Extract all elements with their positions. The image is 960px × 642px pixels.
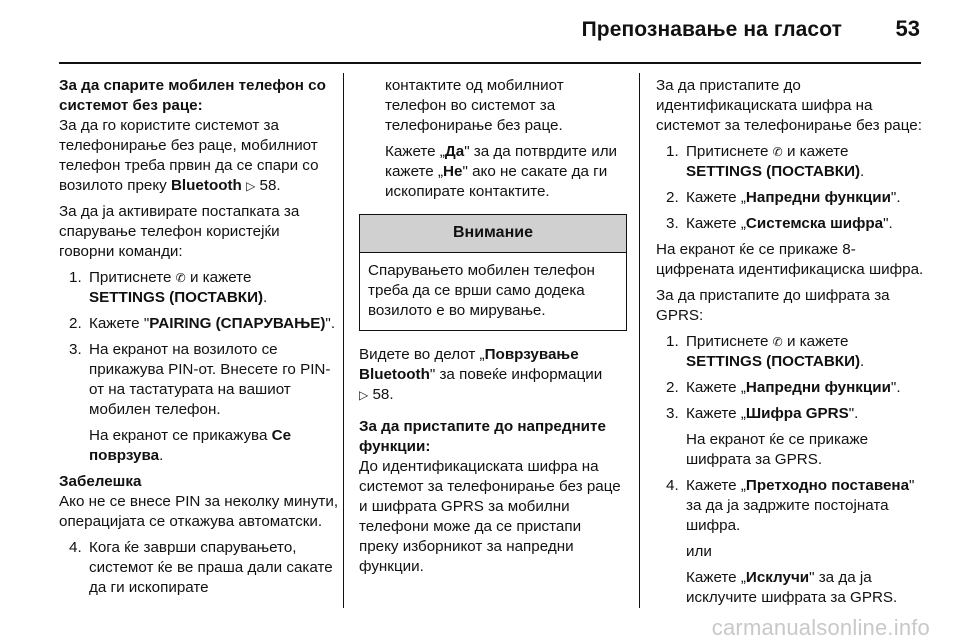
warning-box <box>359 214 627 331</box>
page-reference-arrow-icon: ▷ <box>246 179 256 193</box>
list-item: 3. На екранот на возилото се прикажува PIN-от. Внесете го PIN-от на тастатурата на вашиот мобилен телефон. <box>69 341 331 418</box>
list-item: 4. Кажете „Претходно поставена" за да ја задржите постојната шифра. или Кажете „Исклучи" за да ја исклучите шифрата за GPRS. <box>656 476 926 608</box>
list-item: 4. Кога ќе заврши спарувањето, системот ќе ве праша дали сакате да ги ископирате <box>69 539 333 596</box>
page-title: Препознавање на гласот <box>581 18 842 41</box>
paragraph-pairing-intro <box>59 116 339 196</box>
text: За да го користите системот за телефонирање без раце, мобилниот телефон треба првин да се спари со возилото преку <box>59 117 319 194</box>
phone-voice-icon: ✆ <box>772 145 783 159</box>
system-code-result: На екранот ќе се прикаже 8-цифрената идентификациска шифра. <box>656 241 924 278</box>
list-item: 2. Кажете „Напредни функции". <box>666 189 901 206</box>
phone-voice-icon: ✆ <box>772 335 783 349</box>
warning-title: Внимание <box>360 215 626 253</box>
command-pairing: PAIRING (СПАРУВАЊЕ) <box>149 315 326 332</box>
list-item: 1. Притиснете ✆ и кажете SETTINGS (ПОСТАВКИ). <box>666 333 865 370</box>
column-divider-2 <box>639 73 640 608</box>
list-item: 3. Кажете „Шифра GPRS". На екранот ќе се прикаже шифрата за GPRS. <box>656 404 926 470</box>
paragraph-advanced: До идентификациската шифра на системот за телефонирање без раце и шифрата GPRS за мобилни телефони може да се пристапи преку изборникот за напредни функции. <box>359 458 621 575</box>
list-item: 1. Притиснете ✆ и кажете SETTINGS (ПОСТАВКИ). <box>666 143 865 180</box>
list-item: 2. Кажете "PAIRING (СПАРУВАЊЕ)". <box>69 315 336 332</box>
watermark: carmanualsonline.info <box>711 615 930 640</box>
list-item: 2. Кажете „Напредни функции". <box>666 379 901 396</box>
page-reference: 58. <box>255 177 281 194</box>
paragraph-system-code-intro: За да пристапите до идентификациската шифра на системот за телефонирање без раце: <box>656 77 922 134</box>
page-number: 53 <box>895 16 920 41</box>
or-text: или <box>686 543 712 560</box>
step4-instruction: Кажете „Да" за да потврдите или кажете „Не" ако не сакате да ги ископирате контактите. <box>385 143 618 200</box>
step4-continued: контактите од мобилниот телефон во системот за телефонирање без раце. <box>385 77 564 134</box>
list-item: 3. Кажете „Системска шифра". <box>666 215 893 232</box>
see-also-paragraph: Видете во делот „Поврзување Bluetooth" за повеќе информации ▷ 58. <box>359 346 603 403</box>
header-divider <box>59 62 921 64</box>
column-2 <box>359 76 624 583</box>
step3-result: На екранот се прикажува Се поврзува. <box>89 427 292 464</box>
section-heading-pairing: За да спарите мобилен телефон со системот без раце: <box>59 77 326 114</box>
note-box <box>59 472 339 532</box>
gprs-steps <box>656 332 926 608</box>
column-1 <box>59 76 339 604</box>
note-text: Ако не се внесе PIN за неколку минути, операцијата се откажува автоматски. <box>59 493 339 530</box>
gprs-code-result: На екранот ќе се прикаже шифрата за GPRS. <box>686 431 869 468</box>
command-settings: SETTINGS (ПОСТАВКИ) <box>89 289 264 306</box>
column-divider-1 <box>343 73 344 608</box>
section-heading-advanced: За да пристапите до напредните функции: <box>359 418 606 455</box>
paragraph-gprs-intro: За да пристапите до шифрата за GPRS: <box>656 287 890 324</box>
bluetooth-term: Bluetooth <box>170 177 242 194</box>
list-item: 1. Притиснете ✆ и кажете SETTINGS (ПОСТАВКИ). <box>69 269 268 306</box>
pairing-steps-cont <box>59 538 339 598</box>
disable-gprs-instruction: Кажете „Исклучи" за да ја исклучите шифрата за GPRS. <box>686 569 898 606</box>
column-3 <box>656 76 926 614</box>
note-title: Забелешка <box>59 473 142 490</box>
phone-voice-icon: ✆ <box>175 271 186 285</box>
system-code-steps <box>656 142 926 234</box>
warning-text: Спарувањето мобилен телефон треба да се врши само додека возилото е во мирување. <box>368 262 595 319</box>
pairing-steps <box>59 268 339 420</box>
page-reference-arrow-icon: ▷ <box>359 388 369 402</box>
paragraph-voice-pairing: За да ја активирате постапката за спарување телефон користејќи говорни команди: <box>59 203 300 260</box>
